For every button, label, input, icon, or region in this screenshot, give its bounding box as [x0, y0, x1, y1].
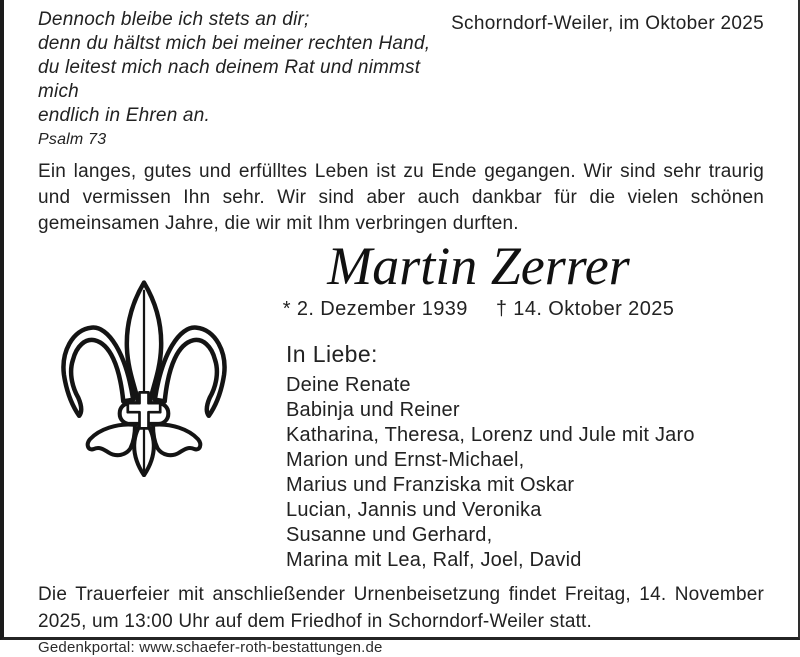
main-columns [38, 236, 764, 573]
mourner-entry: Susanne und Gerhard, [286, 524, 493, 546]
quote-line: denn du hältst mich bei meiner rechten Hand, [38, 33, 431, 54]
funeral-info-paragraph: Die Trauerfeier mit anschließender Urnenbeisetzung findet Freitag, 14. November 2025, um 13:00 Uhr auf dem Friedhof in Schorndorf-Weiler statt. [38, 584, 764, 632]
bible-quote [38, 8, 451, 149]
memorial-portal-note: Gedenkportal: www.schaefer-roth-bestattungen.de [38, 639, 383, 656]
mourner-entry: Katharina, Theresa, Lorenz und Jule mit Jaro [286, 424, 695, 446]
mourner-entry: Deine Renate [286, 374, 411, 396]
birth-date: * 2. Dezember 1939 [282, 298, 468, 320]
emblem-column [38, 239, 286, 573]
life-dates [282, 297, 675, 321]
header-row [38, 8, 764, 149]
mourner-entry: Marion und Ernst-Michael, [286, 449, 525, 471]
mourner-entry: Marina mit Lea, Ralf, Joel, David [286, 549, 582, 571]
mourners-list [286, 373, 764, 573]
fleur-de-lis-icon [54, 279, 234, 477]
quote-line: endlich in Ehren an. [38, 105, 210, 126]
mourners-heading: In Liebe: [286, 341, 378, 367]
deceased-name: Martin Zerrer [327, 236, 630, 296]
quote-source: Psalm 73 [38, 131, 107, 148]
mourner-entry: Lucian, Jannis und Veronika [286, 499, 542, 521]
mourner-entry: Marius und Franziska mit Oskar [286, 474, 575, 496]
quote-lines [38, 8, 451, 128]
quote-line: Dennoch bleibe ich stets an dir; [38, 9, 310, 30]
death-date: † 14. Oktober 2025 [495, 298, 675, 320]
quote-line: du leitest mich nach deinem Rat und nimmst mich [38, 57, 421, 102]
mourner-entry: Babinja und Reiner [286, 399, 460, 421]
intro-paragraph: Ein langes, gutes und erfülltes Leben ist zu Ende gegangen. Wir sind sehr traurig und vermissen Ihn sehr. Wir sind aber auch dankbar für die vielen schönen gemeinsamen Jahre, die wir mit Ihm verbringen durften. [38, 161, 764, 234]
place-date: Schorndorf-Weiler, im Oktober 2025 [451, 13, 764, 34]
text-column [282, 236, 764, 573]
